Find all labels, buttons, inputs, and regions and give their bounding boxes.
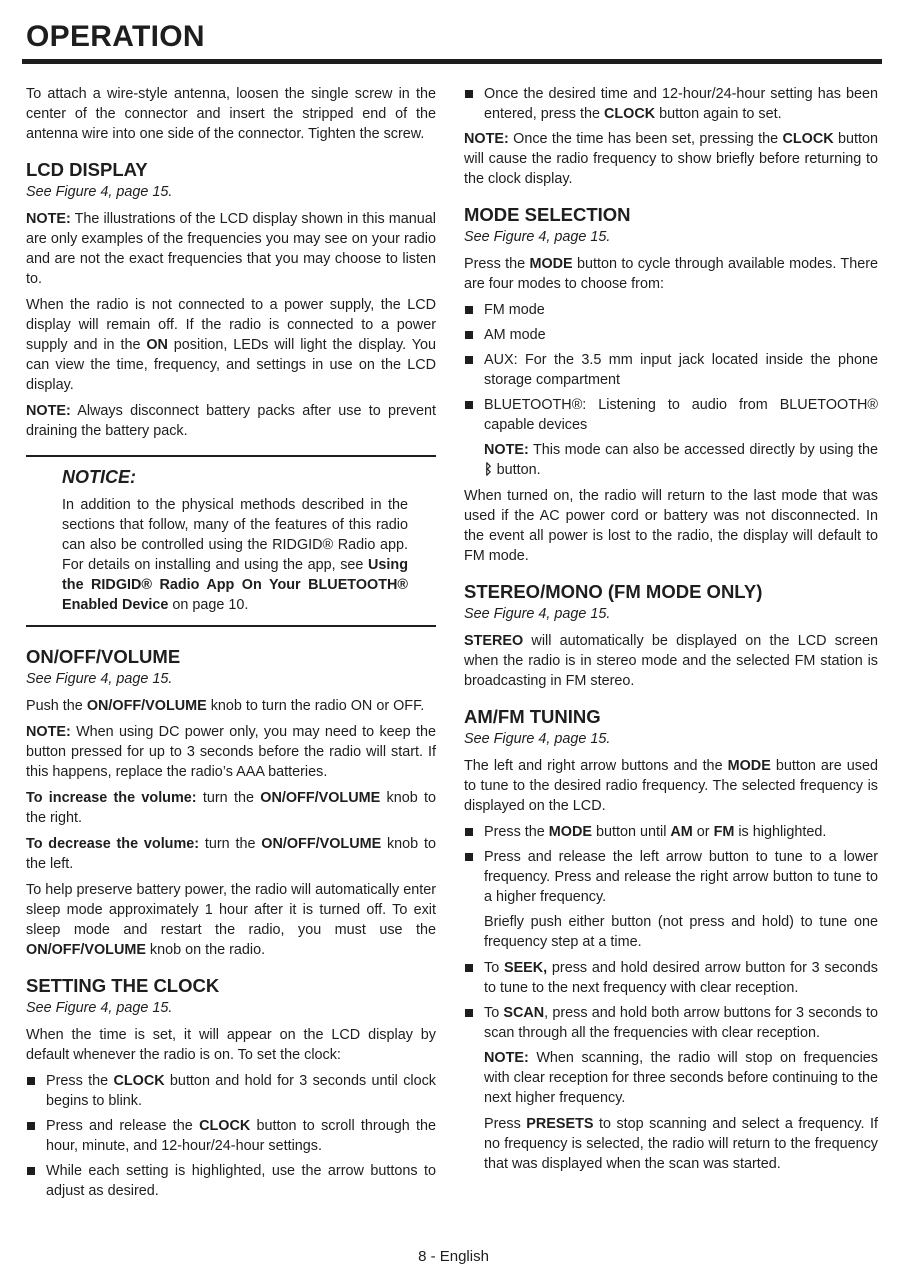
volume-paragraph-1 — [26, 696, 436, 716]
text: button again to set. — [655, 106, 782, 122]
clock-figure-reference: See Figure 4, page 15. — [26, 1000, 173, 1016]
mode-figure-reference: See Figure 4, page 15. — [464, 229, 611, 245]
text: Press the — [464, 256, 530, 272]
text: This mode can also be accessed directly by using the — [528, 442, 878, 458]
knob-name: ON/OFF/VOLUME — [26, 942, 146, 958]
text: on page 10. — [168, 597, 249, 613]
button-name: MODE — [727, 758, 771, 774]
text: Once the time has been set, pressing the — [508, 131, 783, 147]
note-text: When using DC power only, you may need to keep the button pressed for up to 3 seconds before the radio will start. If this happens, replace the radio’s AAA batteries. — [26, 724, 436, 780]
presets-paragraph — [464, 1114, 878, 1174]
tuning-list-2 — [464, 958, 878, 1043]
text: , press and hold both arrow buttons for 3 seconds to scan through all the frequencies with clear reception. — [484, 1005, 879, 1041]
text: button until — [591, 824, 671, 840]
button-name: MODE — [529, 256, 573, 272]
volume-note — [26, 722, 436, 782]
title-rule — [22, 59, 882, 64]
note-text: The illustrations of the LCD display shown in this manual are only examples of the frequencies you may see on your radio and are not the exact frequencies that you may choose to listen to. — [26, 211, 436, 287]
increase-label: To increase the volume: — [26, 790, 197, 806]
note-label: NOTE: — [26, 403, 71, 419]
list-item: BLUETOOTH®: Listening to audio from BLUETOOTH® capable devices — [464, 395, 878, 435]
stereo-label: STEREO — [464, 633, 524, 649]
bluetooth-icon: ᛒ — [484, 462, 493, 478]
notice-title: NOTICE: — [62, 467, 136, 487]
lcd-power-paragraph — [26, 295, 436, 395]
list-item — [464, 84, 878, 124]
text: turn the — [199, 836, 262, 852]
text: knob to the left. — [26, 836, 436, 872]
text: When the radio is not connected to a power supply, the LCD display will remain off. If the radio is connected to a power supply and in the — [26, 297, 436, 353]
list-item: FM mode — [464, 300, 878, 320]
note-text: Always disconnect battery packs after use to prevent draining the battery pack. — [26, 403, 436, 439]
increase-volume-paragraph — [26, 788, 436, 828]
text: knob to turn the radio ON or OFF. — [206, 698, 425, 714]
bluetooth-note — [464, 440, 878, 480]
fm-label: FM — [713, 824, 735, 840]
list-item — [464, 822, 878, 842]
knob-name: ON/OFF/VOLUME — [260, 790, 381, 806]
tuning-intro — [464, 756, 878, 816]
am-label: AM — [670, 824, 693, 840]
right-column — [464, 84, 878, 1180]
list-item: Press and release the left arrow button to tune to a lower frequency. Press and release the right arrow button to tune to a higher frequency. — [464, 847, 878, 907]
list-item — [26, 1116, 436, 1156]
mode-default-paragraph: When turned on, the radio will return to the last mode that was used if the AC power cord or battery was not disconnected. In the event all power is lost to the radio, the display will default to FM mode. — [464, 488, 878, 564]
mode-list — [464, 300, 878, 435]
text: button are used to tune to the desired radio frequency. The selected frequency is displayed on the LCD. — [464, 758, 878, 814]
text: button will cause the radio frequency to show briefly before returning to the clock display. — [464, 131, 878, 187]
lcd-note-2 — [26, 401, 436, 441]
scan-label: SCAN — [503, 1005, 545, 1021]
list-item: While each setting is highlighted, use the arrow buttons to adjust as desired. — [26, 1161, 436, 1201]
volume-figure-reference: See Figure 4, page 15. — [26, 671, 173, 687]
text: button to scroll through the hour, minute, and 12-hour/24-hour settings. — [46, 1118, 436, 1154]
text: will automatically be displayed on the LCD screen when the radio is in stereo mode and the selected FM station is broadcasting in FM stereo. — [464, 633, 878, 689]
text: is highlighted. — [734, 824, 827, 840]
text: button to cycle through available modes. There are four modes to choose from: — [464, 256, 878, 292]
mode-selection-heading: MODE SELECTION — [464, 204, 631, 225]
text: press and hold desired arrow button for 3 seconds to tune to the next frequency with clear reception. — [484, 960, 878, 996]
antenna-paragraph: To attach a wire-style antenna, loosen the single screw in the center of the connector and insert the stripped end of the antenna wire into one side of the connector. Tighten the screw. — [26, 86, 436, 142]
text: button and hold for 3 seconds until clock begins to blink. — [46, 1073, 436, 1109]
tuning-heading: AM/FM TUNING — [464, 706, 601, 727]
button-name: CLOCK — [604, 106, 656, 122]
button-name: CLOCK — [782, 131, 834, 147]
note-text: When scanning, the radio will stop on frequencies with clear reception for three seconds before continuing to the next higher frequency. — [484, 1050, 878, 1106]
text: In addition to the physical methods described in the sections that follow, many of the features of this radio can also be controlled using the RIDGID® Radio app. For details on installing and using the app, see — [62, 497, 408, 573]
note-label: NOTE: — [484, 1050, 529, 1066]
notice-text — [62, 495, 408, 615]
page-footer: 8 - English — [418, 1248, 489, 1265]
presets-label: PRESETS — [526, 1116, 594, 1132]
list-item: AUX: For the 3.5 mm input jack located inside the phone storage compartment — [464, 350, 878, 390]
text: To help preserve battery power, the radio will automatically enter sleep mode approximately 1 hour after it is turned off. To exit sleep mode and restart the radio, you must use the — [26, 882, 436, 938]
lcd-figure-reference: See Figure 4, page 15. — [26, 184, 173, 200]
decrease-label: To decrease the volume: — [26, 836, 200, 852]
notice-box — [26, 455, 436, 627]
decrease-volume-paragraph — [26, 834, 436, 874]
volume-heading: ON/OFF/VOLUME — [26, 646, 181, 667]
list-item: AM mode — [464, 325, 878, 345]
text: or — [692, 824, 714, 840]
tuning-step-paragraph: Briefly push either button (not press and hold) to tune one frequency step at a time. — [484, 914, 878, 950]
text: knob on the radio. — [145, 942, 266, 958]
stereo-mono-heading: STEREO/MONO (FM MODE ONLY) — [464, 581, 763, 602]
text: turn the — [196, 790, 261, 806]
left-column — [26, 84, 436, 1206]
button-name: MODE — [548, 824, 592, 840]
text: knob to the right. — [26, 790, 437, 826]
seek-label: SEEK, — [503, 960, 548, 976]
note-label: NOTE: — [26, 724, 71, 740]
knob-name: ON/OFF/VOLUME — [86, 698, 207, 714]
text: Press and release the — [46, 1118, 200, 1134]
button-name: CLOCK — [113, 1073, 165, 1089]
clock-note — [464, 129, 878, 189]
text: Press the — [46, 1073, 114, 1089]
tuning-figure-reference: See Figure 4, page 15. — [464, 731, 611, 747]
text: Push the — [26, 698, 87, 714]
clock-intro: When the time is set, it will appear on the LCD display by default whenever the radio is on. To set the clock: — [26, 1027, 436, 1063]
on-label: ON — [146, 337, 168, 353]
page-title: OPERATION — [26, 20, 205, 53]
text: To — [484, 1005, 504, 1021]
scan-note — [464, 1048, 878, 1108]
note-label: NOTE: — [464, 131, 509, 147]
text: button. — [492, 462, 541, 478]
lcd-display-heading: LCD DISPLAY — [26, 159, 148, 180]
text: The left and right arrow buttons and the — [464, 758, 728, 774]
clock-steps-list — [26, 1071, 436, 1201]
list-item — [26, 1071, 436, 1111]
text: Once the desired time and 12-hour/24-hour setting has been entered, press the — [484, 86, 878, 122]
note-label: NOTE: — [26, 211, 71, 227]
text: position, LEDs will light the display. You can view the time, frequency, and settings in use on the LCD display. — [26, 337, 436, 393]
stereo-paragraph — [464, 631, 878, 691]
list-item — [464, 958, 878, 998]
tuning-list — [464, 822, 878, 907]
text: to stop scanning and select a frequency. If no frequency is selected, the radio will return to the frequency that was displayed when the scan was started. — [484, 1116, 878, 1172]
note-label: NOTE: — [484, 442, 529, 458]
text: To — [484, 960, 504, 976]
list-item — [464, 1003, 878, 1043]
text: Press — [484, 1116, 527, 1132]
sleep-mode-paragraph — [26, 880, 436, 960]
stereo-figure-reference: See Figure 4, page 15. — [464, 606, 611, 622]
lcd-note-1 — [26, 209, 436, 289]
mode-intro — [464, 254, 878, 294]
clock-steps-list-continued — [464, 84, 878, 124]
text: Press the — [484, 824, 549, 840]
knob-name: ON/OFF/VOLUME — [261, 836, 382, 852]
button-name: CLOCK — [199, 1118, 251, 1134]
notice-reference-bold: Using the RIDGID® Radio App On Your BLUETOOTH® Enabled Device — [62, 557, 408, 613]
clock-heading: SETTING THE CLOCK — [26, 975, 220, 996]
